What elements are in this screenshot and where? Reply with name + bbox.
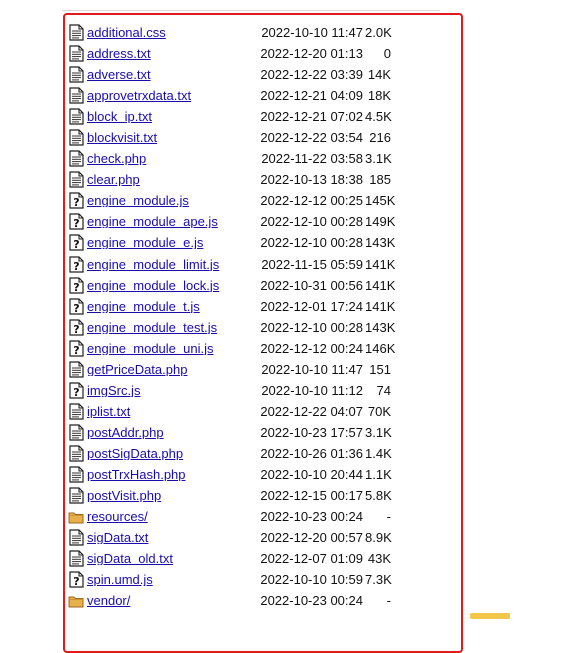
- file-size: 185: [369, 172, 391, 188]
- file-modified-date: 2022-12-22 03:39: [260, 67, 363, 83]
- top-divider: [62, 10, 440, 11]
- file-link[interactable]: getPriceData.php: [87, 362, 188, 376]
- unknown-file-icon: [68, 276, 84, 294]
- text-file-icon: [68, 45, 84, 63]
- svg-text:?: ?: [72, 575, 80, 589]
- file-modified-date: 2022-11-22 03:58: [261, 151, 363, 167]
- file-row: [68, 359, 458, 380]
- file-row: [68, 296, 458, 317]
- file-modified-date: 2022-10-23 00:24: [260, 509, 363, 525]
- file-modified-date: 2022-12-12 00:25: [260, 193, 363, 209]
- file-row: [68, 422, 458, 443]
- file-size: 5.8K: [365, 488, 392, 504]
- svg-text:?: ?: [72, 385, 80, 399]
- svg-text:?: ?: [72, 259, 80, 273]
- file-modified-date: 2022-10-10 11:12: [261, 382, 363, 398]
- text-file-icon: [68, 66, 84, 84]
- text-file-icon: [68, 150, 84, 168]
- unknown-file-icon: [68, 192, 84, 210]
- file-modified-date: 2022-12-22 04:07: [260, 403, 363, 419]
- file-link[interactable]: iplist.txt: [87, 404, 131, 418]
- text-file-icon: [68, 108, 84, 126]
- file-size: 143K: [365, 319, 396, 335]
- file-link[interactable]: sigData_old.txt: [87, 552, 173, 566]
- text-file-icon: [68, 466, 84, 484]
- file-row: [68, 485, 458, 506]
- file-modified-date: 2022-11-15 05:59: [261, 256, 363, 272]
- file-modified-date: 2022-12-10 00:28: [260, 214, 363, 230]
- svg-text:?: ?: [72, 238, 80, 252]
- file-link[interactable]: engine_module_test.js: [87, 320, 218, 334]
- file-link[interactable]: block_ip.txt: [87, 110, 153, 124]
- file-link[interactable]: engine_module_uni.js: [87, 341, 214, 355]
- file-modified-date: 2022-10-10 11:47: [261, 361, 363, 377]
- file-size: 7.3K: [365, 572, 392, 588]
- svg-text:?: ?: [72, 196, 80, 210]
- file-link[interactable]: postTrxHash.php: [87, 468, 186, 481]
- file-row: [68, 127, 458, 148]
- file-link[interactable]: blockvisit.txt: [87, 131, 158, 145]
- text-file-icon: [68, 129, 84, 147]
- file-modified-date: 2022-10-13 18:38: [260, 172, 363, 188]
- file-modified-date: 2022-10-10 20:44: [260, 467, 363, 482]
- svg-text:?: ?: [72, 217, 80, 231]
- text-file-icon: [68, 550, 84, 568]
- text-file-icon: [68, 87, 84, 105]
- file-row: [68, 338, 458, 359]
- unknown-file-icon: [68, 213, 84, 231]
- file-row: [68, 275, 458, 296]
- text-file-icon: [68, 360, 84, 378]
- file-size: 14K: [367, 67, 391, 83]
- file-link[interactable]: additional.css: [87, 26, 166, 40]
- file-size: 1.4K: [365, 445, 392, 461]
- file-modified-date: 2022-10-10 11:47: [261, 25, 363, 41]
- file-link[interactable]: adverse.txt: [87, 68, 151, 82]
- file-row: [68, 22, 458, 43]
- text-file-icon: [68, 423, 84, 441]
- file-link[interactable]: engine_module.js: [87, 194, 189, 208]
- unknown-file-icon: [68, 297, 84, 315]
- file-row: [68, 64, 458, 85]
- file-size: 141K: [365, 256, 396, 272]
- file-modified-date: 2022-12-20 00:57: [260, 530, 363, 546]
- file-modified-date: 2022-12-10 00:28: [260, 235, 363, 251]
- file-link[interactable]: engine_module_lock.js: [87, 278, 220, 292]
- text-file-icon: [68, 402, 84, 420]
- file-modified-date: 2022-12-01 17:24: [260, 298, 363, 314]
- corner-watermark: [470, 613, 510, 619]
- svg-text:?: ?: [72, 301, 80, 315]
- file-size: 70K: [367, 403, 391, 419]
- file-row: [68, 106, 458, 127]
- file-row: [68, 464, 458, 485]
- file-row: [68, 190, 458, 211]
- file-size: 149K: [365, 214, 396, 230]
- file-link[interactable]: check.php: [87, 152, 147, 166]
- file-row: [68, 317, 458, 338]
- file-link[interactable]: vendor/: [87, 594, 131, 608]
- file-row: [68, 254, 458, 275]
- file-size: 18K: [367, 88, 391, 104]
- text-file-icon: [68, 529, 84, 547]
- file-link[interactable]: engine_module_e.js: [87, 236, 204, 250]
- file-size: 2.0K: [365, 25, 392, 41]
- file-size: 145K: [365, 193, 396, 209]
- file-link[interactable]: postVisit.php: [87, 489, 162, 503]
- file-size: 151: [369, 361, 391, 377]
- file-row: [68, 380, 458, 401]
- file-link[interactable]: approvetrxdata.txt: [87, 89, 192, 103]
- file-link[interactable]: spin.umd.js: [87, 573, 153, 587]
- file-modified-date: 2022-12-15 00:17: [260, 488, 363, 504]
- file-link[interactable]: postSigData.php: [87, 446, 184, 460]
- file-modified-date: 2022-12-21 07:02: [260, 109, 363, 125]
- file-modified-date: 2022-12-10 00:28: [260, 319, 363, 335]
- file-size: 143K: [365, 235, 396, 251]
- file-modified-date: 2022-12-20 01:13: [260, 46, 363, 62]
- file-size: 8.9K: [365, 530, 392, 546]
- file-link[interactable]: imgSrc.js: [87, 383, 141, 397]
- file-size: 3.1K: [365, 424, 392, 440]
- file-link[interactable]: sigData.txt: [87, 531, 149, 545]
- file-modified-date: 2022-12-07 01:09: [260, 551, 363, 567]
- file-link[interactable]: engine_module_t.js: [87, 299, 200, 313]
- file-row: [68, 506, 458, 527]
- file-link[interactable]: address.txt: [87, 47, 151, 61]
- svg-text:?: ?: [72, 322, 80, 336]
- unknown-file-icon: [68, 339, 84, 357]
- file-size: 4.5K: [365, 109, 392, 125]
- file-row: [68, 169, 458, 190]
- file-link[interactable]: engine_module_limit.js: [87, 257, 220, 271]
- file-row: [68, 148, 458, 169]
- file-size: 1.1K: [365, 467, 392, 482]
- file-modified-date: 2022-12-22 03:54: [260, 130, 363, 146]
- file-size: 0: [383, 46, 391, 62]
- file-row: [68, 43, 458, 64]
- file-row: [68, 548, 458, 569]
- text-file-icon: [68, 487, 84, 505]
- file-modified-date: 2022-12-21 04:09: [260, 88, 363, 104]
- unknown-file-icon: [68, 571, 84, 589]
- file-modified-date: 2022-10-23 17:57: [260, 424, 363, 440]
- file-modified-date: 2022-12-12 00:24: [260, 340, 363, 356]
- file-size: -: [386, 593, 391, 609]
- file-size: 74: [376, 382, 391, 398]
- file-link[interactable]: resources/: [87, 510, 148, 524]
- file-link[interactable]: engine_module_ape.js: [87, 215, 218, 229]
- file-size: 141K: [365, 277, 396, 293]
- file-size: 146K: [365, 340, 396, 356]
- text-file-icon: [68, 171, 84, 189]
- file-link[interactable]: postAddr.php: [87, 425, 164, 439]
- unknown-file-icon: [68, 381, 84, 399]
- text-file-icon: [68, 444, 84, 462]
- unknown-file-icon: [68, 318, 84, 336]
- file-row: [68, 401, 458, 422]
- file-size: 3.1K: [365, 151, 392, 167]
- file-row: [68, 232, 458, 253]
- file-size: -: [386, 509, 391, 525]
- svg-text:?: ?: [72, 280, 80, 294]
- unknown-file-icon: [68, 234, 84, 252]
- file-size: 216: [369, 130, 391, 146]
- file-size: 43K: [367, 551, 391, 567]
- directory-listing: [68, 22, 458, 611]
- folder-icon: [68, 508, 84, 526]
- file-row: [68, 211, 458, 232]
- unknown-file-icon: [68, 255, 84, 273]
- file-row: [68, 527, 458, 548]
- file-modified-date: 2022-10-10 10:59: [260, 572, 363, 588]
- text-file-icon: [68, 24, 84, 42]
- svg-text:?: ?: [72, 343, 80, 357]
- file-link[interactable]: clear.php: [87, 173, 140, 187]
- file-size: 141K: [365, 298, 396, 314]
- file-row: [68, 590, 458, 611]
- file-row: [68, 569, 458, 590]
- file-row: [68, 443, 458, 464]
- file-modified-date: 2022-10-23 00:24: [260, 593, 363, 609]
- file-modified-date: 2022-10-31 00:56: [260, 277, 363, 293]
- file-row: [68, 85, 458, 106]
- folder-icon: [68, 592, 84, 610]
- file-modified-date: 2022-10-26 01:36: [260, 445, 363, 461]
